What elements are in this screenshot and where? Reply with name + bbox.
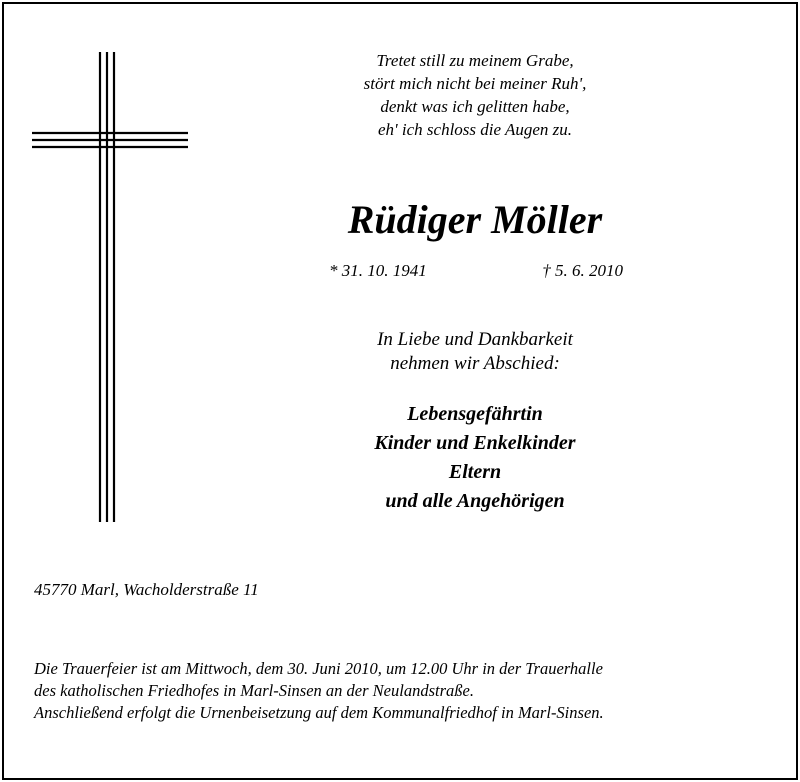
cross-icon <box>32 52 188 522</box>
poem-line: denkt was ich gelitten habe, <box>380 97 570 116</box>
ceremony-line: des katholischen Friedhofes in Marl-Sinsen an der Neulandstraße. <box>34 681 474 700</box>
mourner-line: Lebensgefährtin <box>407 403 543 425</box>
farewell-text <box>325 328 625 376</box>
mourner-line: Eltern <box>448 461 502 483</box>
poem <box>325 49 625 141</box>
farewell-line: In Liebe und Dankbarkeit <box>377 329 573 350</box>
birth-date: * 31. 10. 1941 <box>329 261 427 280</box>
death-date: † 5. 6. 2010 <box>542 261 623 280</box>
farewell-line: nehmen wir Abschied: <box>390 353 560 374</box>
poem-line: stört mich nicht bei meiner Ruh', <box>363 74 587 93</box>
mourner-line: Kinder und Enkelkinder <box>374 432 576 454</box>
life-dates <box>329 259 625 283</box>
address: 45770 Marl, Wacholderstraße 11 <box>34 580 259 599</box>
deceased-name: Rüdiger Möller <box>347 197 603 242</box>
ceremony-line: Die Trauerfeier ist am Mittwoch, dem 30. Juni 2010, um 12.00 Uhr in der Trauerhalle <box>34 659 603 678</box>
poem-line: Tretet still zu meinem Grabe, <box>376 51 574 70</box>
mourner-line: und alle Angehörigen <box>385 490 565 512</box>
mourners-list <box>325 400 625 516</box>
poem-line: eh' ich schloss die Augen zu. <box>377 120 573 139</box>
ceremony-line: Anschließend erfolgt die Urnenbeisetzung auf dem Kommunalfriedhof in Marl-Sinsen. <box>34 703 604 722</box>
ceremony-details <box>34 658 604 724</box>
